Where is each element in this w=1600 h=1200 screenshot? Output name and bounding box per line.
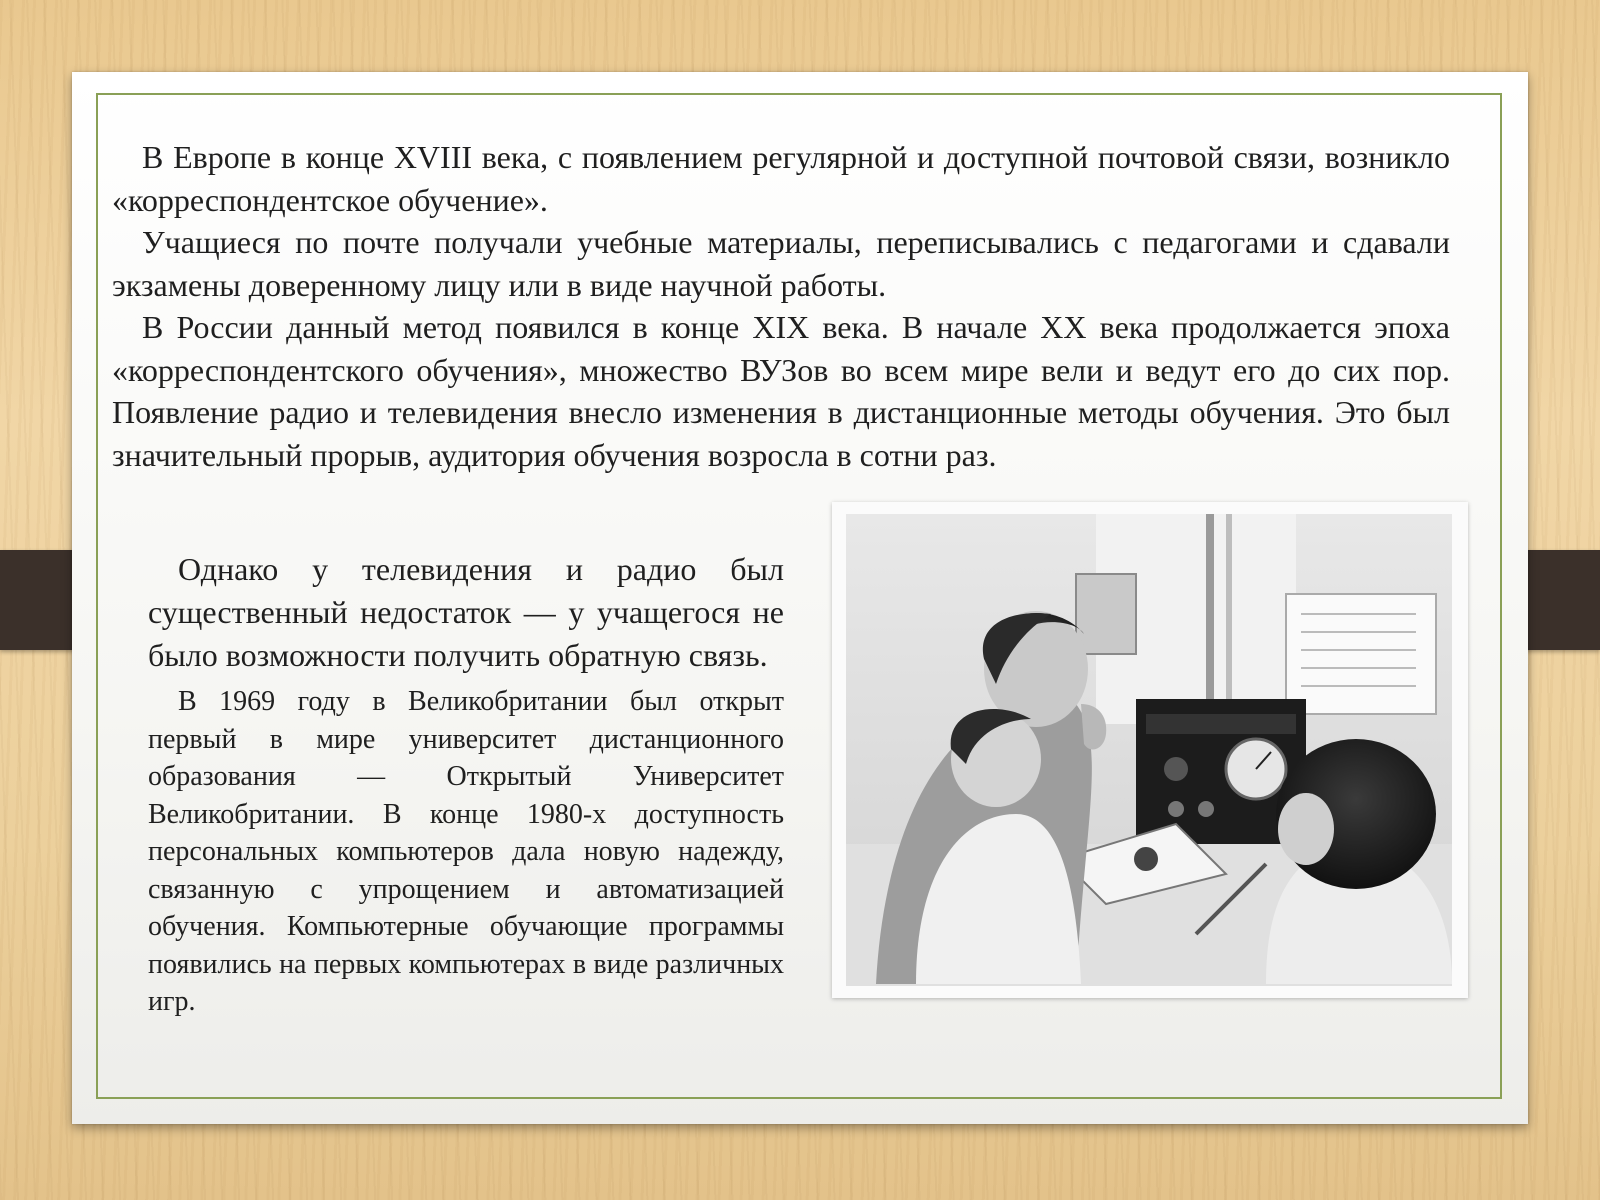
photo-frame [832, 502, 1468, 998]
radio-lesson-photo [846, 514, 1452, 986]
top-text-block [112, 136, 1450, 476]
paragraph-open-university: В 1969 году в Великобритании был открыт первый в мире университет дистанционного образования — Открытый Университет Великобритании. В конце 1980-х доступность персональных компьютеров дала новую надежду, связанную с упрощением и автоматизацией обучения. Компьютерные обучающие программы появились на первых компьютерах в виде различных игр. [148, 686, 784, 1017]
paragraph-correspondence-method: Учащиеся по почте получали учебные материалы, переписывались с педагогами и сдавали экзамены доверенному лицу или в виде научной работы. [112, 224, 1450, 303]
paragraph-russia-radio-tv: В России данный метод появился в конце XIX века. В начале XX века продолжается эпоха «корреспондентского обучения», множество ВУЗов во всем мире вели и ведут его до сих пор. Появление радио и телевидения внесло изменения в дистанционные методы обучения. Это был значительный прорыв, аудитория обучения возросла в сотни раз. [112, 309, 1450, 473]
paragraph-tv-radio-drawback: Однако у телевидения и радио был существенный недостаток — у учащегося не было возможности получить обратную связь. [148, 551, 784, 673]
left-text-column [148, 548, 784, 1021]
paragraph-correspondence-origin: В Европе в конце XVIII века, с появлением регулярной и доступной почтовой связи, возникло «корреспондентское обучение». [112, 139, 1450, 218]
